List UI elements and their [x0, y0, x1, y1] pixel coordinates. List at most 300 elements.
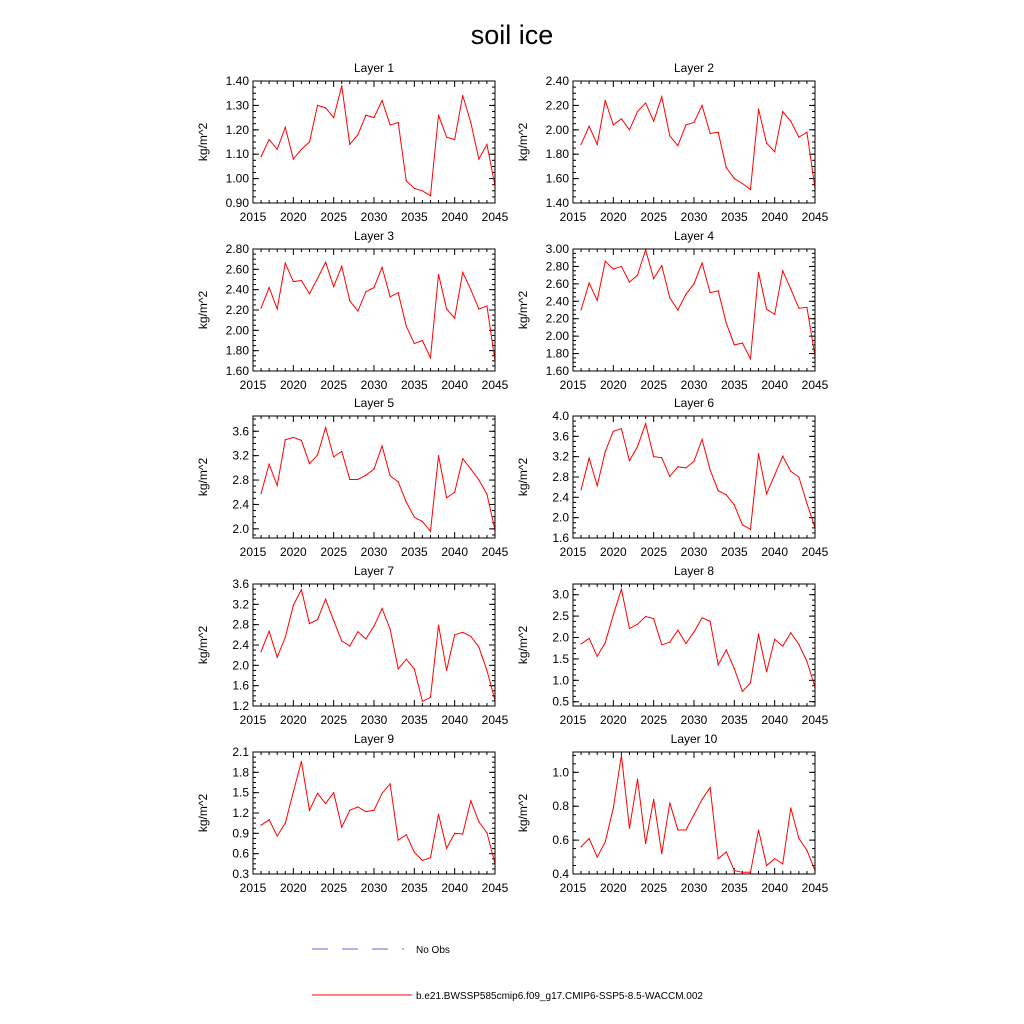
data-point	[301, 149, 302, 150]
data-point	[422, 860, 423, 861]
data-point	[414, 668, 415, 669]
data-point	[613, 431, 614, 432]
y-tick-label: 1.0	[552, 765, 569, 780]
data-point	[277, 308, 278, 309]
data-point	[758, 108, 759, 109]
y-tick-label: 2.40	[545, 294, 569, 309]
x-tick-label: 2040	[441, 545, 469, 559]
x-tick-label: 2040	[761, 378, 789, 392]
plot-frame	[573, 81, 815, 203]
data-point	[478, 646, 479, 647]
data-point	[693, 814, 694, 815]
data-point	[486, 670, 487, 671]
data-point	[734, 178, 735, 179]
y-axis-label: kg/m^2	[516, 457, 530, 497]
data-point	[260, 493, 261, 494]
data-point	[669, 297, 670, 298]
y-tick-label: 1.60	[545, 364, 569, 378]
series-line	[261, 428, 495, 532]
y-tick-label: 0.4	[552, 867, 569, 881]
y-tick-label: 3.6	[232, 424, 249, 439]
x-tick-label: 2045	[801, 378, 829, 392]
data-point	[661, 853, 662, 854]
panel-title: Layer 6	[673, 396, 715, 410]
data-point	[605, 451, 606, 452]
plot-frame	[573, 249, 815, 371]
data-point	[269, 819, 270, 820]
data-point	[341, 85, 342, 86]
data-point	[430, 857, 431, 858]
data-point	[317, 793, 318, 794]
x-tick-label: 2025	[640, 713, 668, 727]
data-point	[260, 307, 261, 308]
data-point	[806, 132, 807, 133]
data-point	[398, 840, 399, 841]
data-point	[677, 145, 678, 146]
data-point	[301, 761, 302, 762]
y-tick-label: 1.2	[232, 699, 249, 713]
data-point	[277, 485, 278, 486]
data-point	[381, 445, 382, 446]
data-point	[790, 807, 791, 808]
y-tick-label: 0.8	[552, 799, 569, 814]
data-point	[645, 616, 646, 617]
x-tick-label: 2040	[761, 210, 789, 224]
y-tick-label: 1.80	[225, 343, 249, 358]
plot-frame	[253, 752, 495, 874]
data-point	[766, 309, 767, 310]
data-point	[478, 479, 479, 480]
panel-title: Layer 4	[673, 229, 715, 243]
y-tick-label: 0.9	[232, 826, 249, 841]
x-tick-label: 2030	[680, 881, 708, 895]
data-point	[685, 829, 686, 830]
x-tick-label: 2045	[481, 210, 509, 224]
data-point	[589, 126, 590, 127]
panel-layer-7	[196, 564, 509, 727]
x-tick-label: 2045	[801, 210, 829, 224]
data-point	[742, 872, 743, 873]
data-point	[597, 856, 598, 857]
data-point	[260, 156, 261, 157]
y-axis-label: kg/m^2	[196, 793, 210, 833]
data-point	[333, 117, 334, 118]
data-point	[422, 340, 423, 341]
data-point	[381, 100, 382, 101]
y-axis-label: kg/m^2	[196, 122, 210, 162]
data-point	[414, 852, 415, 853]
plot-frame	[253, 584, 495, 706]
data-point	[669, 476, 670, 477]
data-point	[637, 779, 638, 780]
y-tick-label: 2.40	[225, 282, 249, 297]
data-point	[373, 117, 374, 118]
series-line	[581, 589, 815, 691]
data-point	[317, 105, 318, 106]
data-point	[333, 286, 334, 287]
data-point	[398, 292, 399, 293]
data-point	[605, 841, 606, 842]
data-point	[373, 810, 374, 811]
y-tick-label: 1.40	[545, 196, 569, 210]
series-line	[261, 86, 495, 196]
data-point	[285, 263, 286, 264]
data-point	[580, 309, 581, 310]
x-tick-label: 2015	[559, 713, 587, 727]
data-point	[309, 810, 310, 811]
panel-title: Layer 2	[673, 61, 715, 75]
data-point	[309, 293, 310, 294]
data-point	[349, 300, 350, 301]
x-tick-label: 2025	[320, 378, 348, 392]
data-point	[637, 446, 638, 447]
data-point	[341, 266, 342, 267]
x-tick-label: 2020	[599, 378, 627, 392]
panel-title: Layer 8	[673, 564, 715, 578]
data-point	[758, 272, 759, 273]
data-point	[621, 118, 622, 119]
data-point	[693, 122, 694, 123]
data-point	[446, 137, 447, 138]
legend-obs-label: No Obs	[416, 945, 450, 956]
data-point	[782, 456, 783, 457]
x-tick-label: 2030	[360, 881, 388, 895]
y-axis-label: kg/m^2	[196, 457, 210, 497]
data-point	[470, 468, 471, 469]
y-tick-label: 2.20	[545, 311, 569, 326]
data-point	[454, 139, 455, 140]
data-point	[446, 670, 447, 671]
data-point	[293, 605, 294, 606]
data-point	[589, 458, 590, 459]
panel-title: Layer 10	[670, 732, 718, 746]
data-point	[446, 848, 447, 849]
data-point	[301, 589, 302, 590]
data-point	[621, 428, 622, 429]
data-point	[710, 469, 711, 470]
data-point	[677, 630, 678, 631]
x-tick-label: 2015	[559, 881, 587, 895]
data-point	[798, 476, 799, 477]
data-point	[645, 843, 646, 844]
data-point	[806, 661, 807, 662]
x-tick-label: 2045	[801, 713, 829, 727]
data-point	[269, 464, 270, 465]
y-tick-label: 3.2	[232, 597, 249, 612]
data-point	[701, 262, 702, 263]
x-tick-label: 2035	[720, 378, 748, 392]
data-point	[293, 791, 294, 792]
data-point	[486, 305, 487, 306]
x-tick-label: 2040	[441, 881, 469, 895]
figure-title: soil ice	[470, 20, 554, 50]
data-point	[478, 308, 479, 309]
data-point	[701, 439, 702, 440]
data-point	[349, 810, 350, 811]
y-tick-label: 2.0	[232, 658, 249, 673]
y-tick-label: 0.3	[232, 867, 249, 881]
x-tick-label: 2020	[599, 210, 627, 224]
x-tick-label: 2045	[481, 881, 509, 895]
data-point	[406, 326, 407, 327]
x-tick-label: 2045	[481, 713, 509, 727]
data-point	[414, 188, 415, 189]
panel-title: Layer 5	[353, 396, 395, 410]
x-tick-label: 2030	[360, 713, 388, 727]
data-point	[277, 657, 278, 658]
y-tick-label: 2.0	[232, 521, 249, 536]
plot-frame	[573, 752, 815, 874]
y-tick-label: 2.60	[225, 262, 249, 277]
data-point	[597, 656, 598, 657]
data-point	[269, 631, 270, 632]
panel-layer-5	[196, 396, 509, 559]
data-point	[750, 358, 751, 359]
y-tick-label: 2.8	[232, 473, 249, 488]
data-point	[653, 278, 654, 279]
data-point	[766, 671, 767, 672]
data-point	[669, 642, 670, 643]
data-point	[373, 468, 374, 469]
y-tick-label: 1.00	[225, 171, 249, 186]
data-point	[685, 467, 686, 468]
data-point	[390, 124, 391, 125]
data-point	[806, 503, 807, 504]
data-point	[661, 457, 662, 458]
data-point	[285, 823, 286, 824]
series-line	[581, 250, 815, 359]
data-point	[782, 863, 783, 864]
data-point	[693, 631, 694, 632]
data-point	[718, 858, 719, 859]
y-tick-label: 4.0	[552, 409, 569, 423]
x-tick-label: 2020	[279, 210, 307, 224]
x-tick-label: 2025	[640, 210, 668, 224]
data-point	[734, 668, 735, 669]
data-point	[430, 195, 431, 196]
data-point	[462, 833, 463, 834]
data-point	[710, 621, 711, 622]
data-point	[333, 792, 334, 793]
data-point	[398, 481, 399, 482]
x-tick-label: 2015	[559, 545, 587, 559]
data-point	[806, 307, 807, 308]
y-axis-label: kg/m^2	[196, 290, 210, 330]
data-point	[580, 846, 581, 847]
data-point	[325, 262, 326, 263]
y-tick-label: 1.5	[552, 651, 569, 666]
data-point	[774, 474, 775, 475]
data-point	[580, 643, 581, 644]
plot-frame	[253, 249, 495, 371]
y-tick-label: 2.00	[225, 323, 249, 338]
series-line	[261, 590, 495, 702]
x-tick-label: 2020	[279, 378, 307, 392]
data-point	[790, 288, 791, 289]
y-tick-label: 1.6	[552, 531, 569, 545]
y-tick-label: 2.8	[552, 470, 569, 484]
x-tick-label: 2040	[441, 713, 469, 727]
x-tick-label: 2035	[400, 545, 428, 559]
plot-frame	[573, 416, 815, 538]
y-tick-label: 2.00	[545, 122, 569, 137]
data-point	[486, 832, 487, 833]
data-point	[774, 151, 775, 152]
y-tick-label: 1.60	[225, 364, 249, 378]
x-tick-label: 2015	[239, 210, 267, 224]
data-point	[782, 645, 783, 646]
data-point	[357, 310, 358, 311]
data-point	[430, 531, 431, 532]
data-point	[589, 838, 590, 839]
data-point	[373, 626, 374, 627]
data-point	[325, 803, 326, 804]
data-point	[462, 632, 463, 633]
data-point	[685, 294, 686, 295]
panel-title: Layer 1	[353, 61, 395, 75]
data-point	[718, 490, 719, 491]
x-tick-label: 2030	[680, 545, 708, 559]
data-point	[470, 289, 471, 290]
x-tick-label: 2025	[640, 881, 668, 895]
x-tick-label: 2030	[360, 545, 388, 559]
y-tick-label: 0.6	[232, 846, 249, 861]
data-point	[269, 139, 270, 140]
x-tick-label: 2045	[801, 881, 829, 895]
data-point	[710, 133, 711, 134]
panel-title: Layer 3	[353, 229, 395, 243]
y-tick-label: 0.5	[552, 694, 569, 709]
data-point	[701, 105, 702, 106]
data-point	[742, 343, 743, 344]
x-tick-label: 2020	[599, 713, 627, 727]
data-point	[782, 270, 783, 271]
y-tick-label: 2.20	[545, 98, 569, 113]
data-point	[580, 144, 581, 145]
y-tick-label: 1.80	[545, 346, 569, 361]
data-point	[301, 280, 302, 281]
y-tick-label: 2.20	[225, 303, 249, 317]
x-tick-label: 2025	[320, 881, 348, 895]
data-point	[766, 493, 767, 494]
data-point	[462, 458, 463, 459]
data-point	[621, 755, 622, 756]
data-point	[653, 456, 654, 457]
legend	[312, 945, 703, 1002]
y-tick-label: 1.0	[552, 673, 569, 688]
data-point	[486, 144, 487, 145]
data-point	[349, 645, 350, 646]
data-point	[293, 437, 294, 438]
data-point	[701, 799, 702, 800]
data-point	[718, 290, 719, 291]
x-tick-label: 2035	[720, 881, 748, 895]
data-point	[373, 287, 374, 288]
y-tick-label: 1.40	[225, 74, 249, 88]
data-point	[645, 423, 646, 424]
y-tick-label: 3.6	[232, 577, 249, 591]
data-point	[301, 440, 302, 441]
data-point	[414, 343, 415, 344]
data-point	[454, 492, 455, 493]
panels	[196, 61, 829, 895]
data-point	[438, 455, 439, 456]
data-point	[589, 282, 590, 283]
data-point	[260, 825, 261, 826]
data-point	[341, 827, 342, 828]
data-point	[381, 267, 382, 268]
data-point	[798, 838, 799, 839]
data-point	[398, 668, 399, 669]
data-point	[637, 275, 638, 276]
data-point	[357, 806, 358, 807]
x-tick-label: 2040	[761, 545, 789, 559]
data-point	[390, 783, 391, 784]
data-point	[589, 638, 590, 639]
data-point	[710, 787, 711, 788]
data-point	[357, 479, 358, 480]
data-point	[782, 111, 783, 112]
data-point	[260, 651, 261, 652]
data-point	[734, 870, 735, 871]
data-point	[629, 129, 630, 130]
x-tick-label: 2020	[279, 545, 307, 559]
series-line	[581, 97, 815, 190]
data-point	[621, 589, 622, 590]
y-tick-label: 1.2	[232, 806, 249, 820]
x-tick-label: 2015	[239, 881, 267, 895]
y-tick-label: 3.2	[232, 448, 249, 463]
data-point	[285, 127, 286, 128]
x-tick-label: 2015	[239, 378, 267, 392]
data-point	[766, 865, 767, 866]
data-point	[390, 475, 391, 476]
data-point	[718, 132, 719, 133]
data-point	[325, 427, 326, 428]
x-tick-label: 2015	[239, 545, 267, 559]
data-point	[758, 829, 759, 830]
data-point	[605, 261, 606, 262]
data-point	[661, 265, 662, 266]
data-point	[726, 322, 727, 323]
data-point	[357, 134, 358, 135]
data-point	[478, 158, 479, 159]
data-point	[750, 189, 751, 190]
data-point	[742, 691, 743, 692]
data-point	[438, 814, 439, 815]
data-point	[365, 475, 366, 476]
y-tick-label: 2.4	[232, 497, 249, 512]
data-point	[390, 629, 391, 630]
data-point	[269, 287, 270, 288]
data-point	[693, 461, 694, 462]
x-tick-label: 2030	[680, 378, 708, 392]
data-point	[470, 636, 471, 637]
data-point	[629, 828, 630, 829]
y-tick-label: 2.8	[232, 617, 249, 632]
data-point	[661, 96, 662, 97]
data-point	[718, 664, 719, 665]
panel-layer-6	[516, 396, 829, 559]
data-point	[454, 634, 455, 635]
data-point	[653, 121, 654, 122]
y-tick-label: 2.60	[545, 276, 569, 291]
data-point	[478, 821, 479, 822]
data-point	[365, 811, 366, 812]
data-point	[685, 643, 686, 644]
y-tick-label: 3.00	[545, 242, 569, 256]
x-tick-label: 2035	[720, 210, 748, 224]
